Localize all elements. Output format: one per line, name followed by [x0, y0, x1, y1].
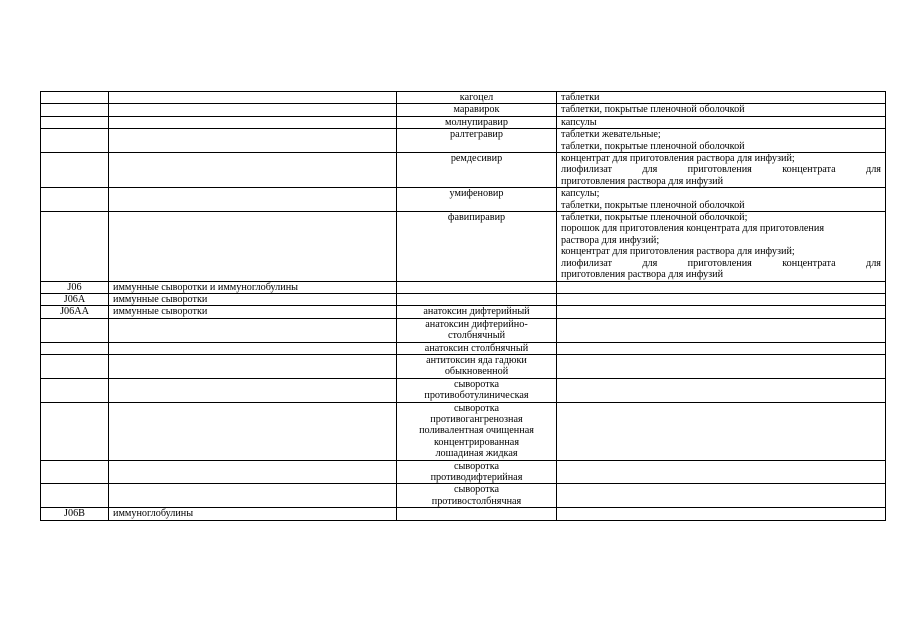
dosage-form-line: таблетки жевательные; [561, 129, 661, 141]
atc-group-cell [109, 129, 397, 153]
atc-code-cell: J06A [41, 293, 109, 305]
drug-table-body [41, 92, 886, 521]
dosage-form-line: таблетки [561, 92, 600, 103]
atc-code-cell [41, 188, 109, 212]
atc-code-cell [41, 104, 109, 116]
drug-name-line: столбнячный [447, 330, 506, 342]
drug-name-line: анатоксин дифтерийный [423, 306, 530, 318]
atc-group-cell [109, 318, 397, 342]
dosage-form-line: лиофилизат для приготовления концентрата для [561, 257, 881, 269]
dosage-form-line: таблетки, покрытые пленочной оболочкой [561, 104, 745, 116]
dosage-form-line: порошок для приготовления концентрата для приготовления [561, 223, 825, 235]
table-row [41, 188, 886, 212]
dosage-form-cell [557, 188, 886, 212]
drug-name-cell [397, 354, 557, 378]
atc-code-cell [41, 92, 109, 104]
dosage-form-line: раствора для инфузий; [561, 234, 660, 246]
table-row [41, 293, 886, 305]
table-row [41, 281, 886, 293]
dosage-form-cell [557, 212, 886, 281]
drug-name-line: ремдесивир [450, 153, 503, 165]
table-row [41, 116, 886, 128]
dosage-form-line: приготовления раствора для инфузий [561, 269, 724, 281]
atc-group-cell [109, 188, 397, 212]
drug-name-line: сыворотка [453, 460, 500, 472]
dosage-form-cell [557, 318, 886, 342]
drug-name-line: сыворотка [453, 378, 500, 390]
atc-code-cell [41, 318, 109, 342]
drug-name-line [401, 294, 552, 305]
atc-group-cell: иммунные сыворотки [109, 306, 397, 318]
table-row [41, 129, 886, 153]
dosage-form-line [561, 379, 881, 390]
dosage-form-cell [557, 129, 886, 153]
dosage-form-line: лиофилизат для приготовления концентрата для [561, 164, 881, 176]
dosage-form-line: капсулы; [561, 188, 600, 200]
drug-name-cell [397, 116, 557, 128]
atc-code-cell: J06AA [41, 306, 109, 318]
dosage-form-line: таблетки, покрытые пленочной оболочкой; [561, 212, 748, 224]
dosage-form-line [561, 294, 881, 305]
atc-code-cell [41, 484, 109, 508]
dosage-form-line [561, 403, 881, 414]
dosage-form-cell [557, 92, 886, 104]
drug-name-line: умифеновир [449, 188, 504, 200]
drug-name-cell [397, 104, 557, 116]
table-row [41, 342, 886, 354]
dosage-form-line [561, 355, 881, 366]
dosage-form-cell [557, 484, 886, 508]
drug-name-cell [397, 508, 557, 520]
table-row [41, 306, 886, 318]
drug-name-line: анатоксин столбнячный [424, 342, 529, 354]
atc-code-cell [41, 212, 109, 281]
atc-group-cell [109, 342, 397, 354]
atc-group-cell [109, 484, 397, 508]
drug-name-cell [397, 293, 557, 305]
dosage-form-line: концентрат для приготовления раствора для инфузий; [561, 153, 795, 165]
dosage-form-cell [557, 378, 886, 402]
dosage-form-cell [557, 508, 886, 520]
dosage-form-line [561, 508, 881, 519]
dosage-form-cell [557, 153, 886, 188]
dosage-form-line: приготовления раствора для инфузий [561, 175, 724, 187]
table-row [41, 460, 886, 484]
drug-name-line: лошадиная жидкая [435, 448, 518, 460]
drug-name-cell [397, 484, 557, 508]
drug-name-line: ралтегравир [450, 129, 503, 141]
atc-code-cell [41, 153, 109, 188]
drug-name-line: сыворотка [453, 484, 500, 496]
drug-name-line [401, 282, 552, 293]
atc-group-cell [109, 402, 397, 460]
atc-code-cell [41, 354, 109, 378]
drug-name-line: анатоксин дифтерийно- [425, 318, 528, 330]
atc-group-cell [109, 153, 397, 188]
table-row [41, 484, 886, 508]
atc-group-cell [109, 104, 397, 116]
drug-name-cell [397, 402, 557, 460]
drug-name-cell [397, 318, 557, 342]
atc-code-cell: J06B [41, 508, 109, 520]
dosage-form-line: таблетки, покрытые пленочной оболочкой [561, 199, 745, 211]
drug-name-cell [397, 92, 557, 104]
atc-code-cell [41, 402, 109, 460]
dosage-form-cell [557, 402, 886, 460]
atc-code-cell [41, 116, 109, 128]
table-row [41, 153, 886, 188]
atc-group-cell [109, 354, 397, 378]
atc-group-cell [109, 116, 397, 128]
drug-name-cell [397, 153, 557, 188]
dosage-form-cell [557, 306, 886, 318]
atc-group-cell: иммуноглобулины [109, 508, 397, 520]
drug-name-line: фавипиравир [447, 212, 506, 224]
dosage-form-line [561, 319, 881, 330]
drug-name-line: противоботулиническая [424, 390, 529, 402]
atc-group-cell [109, 92, 397, 104]
drug-name-line: молнупиравир [445, 116, 508, 128]
drug-name-cell [397, 212, 557, 281]
drug-name-line: антитоксин яда гадюки [426, 354, 527, 366]
dosage-form-line [561, 484, 881, 495]
table-row [41, 402, 886, 460]
drug-name-line: концентрированная [433, 436, 520, 448]
dosage-form-cell [557, 293, 886, 305]
dosage-form-cell [557, 354, 886, 378]
dosage-form-cell [557, 104, 886, 116]
drug-name-line: противогангренозная [430, 413, 523, 425]
dosage-form-line: концентрат для приготовления раствора для инфузий; [561, 246, 795, 258]
drug-name-cell [397, 129, 557, 153]
dosage-form-line [561, 282, 881, 293]
drug-name-line: обыкновенной [444, 366, 509, 378]
drug-name-cell [397, 281, 557, 293]
table-row [41, 92, 886, 104]
drug-table [40, 91, 886, 521]
drug-name-cell [397, 342, 557, 354]
drug-name-cell [397, 306, 557, 318]
drug-name-line: поливалентная очищенная [419, 425, 534, 437]
table-row [41, 508, 886, 520]
atc-group-cell [109, 212, 397, 281]
dosage-form-line [561, 306, 881, 317]
atc-code-cell [41, 342, 109, 354]
dosage-form-cell [557, 281, 886, 293]
atc-code-cell [41, 129, 109, 153]
atc-group-cell: иммунные сыворотки [109, 293, 397, 305]
drug-name-line: противодифтерийная [430, 472, 523, 483]
drug-name-line: кагоцел [459, 92, 494, 103]
drug-name-line: противостолбнячная [431, 495, 522, 507]
atc-code-cell: J06 [41, 281, 109, 293]
table-row [41, 378, 886, 402]
drug-name-line: сыворотка [453, 402, 500, 414]
drug-name-cell [397, 378, 557, 402]
dosage-form-line: капсулы [561, 116, 597, 128]
dosage-form-cell [557, 460, 886, 484]
atc-code-cell [41, 460, 109, 484]
table-row [41, 104, 886, 116]
drug-name-line: маравирок [453, 104, 500, 116]
dosage-form-cell [557, 342, 886, 354]
dosage-form-line: таблетки, покрытые пленочной оболочкой [561, 140, 745, 152]
table-row [41, 354, 886, 378]
atc-group-cell [109, 460, 397, 484]
dosage-form-line [561, 343, 881, 354]
table-row [41, 318, 886, 342]
atc-code-cell [41, 378, 109, 402]
atc-group-cell [109, 378, 397, 402]
drug-name-cell [397, 188, 557, 212]
dosage-form-cell [557, 116, 886, 128]
drug-name-line [401, 508, 552, 519]
dosage-form-line [561, 461, 881, 472]
atc-group-cell: иммунные сыворотки и иммуноглобулины [109, 281, 397, 293]
table-row [41, 212, 886, 281]
drug-name-cell [397, 460, 557, 484]
